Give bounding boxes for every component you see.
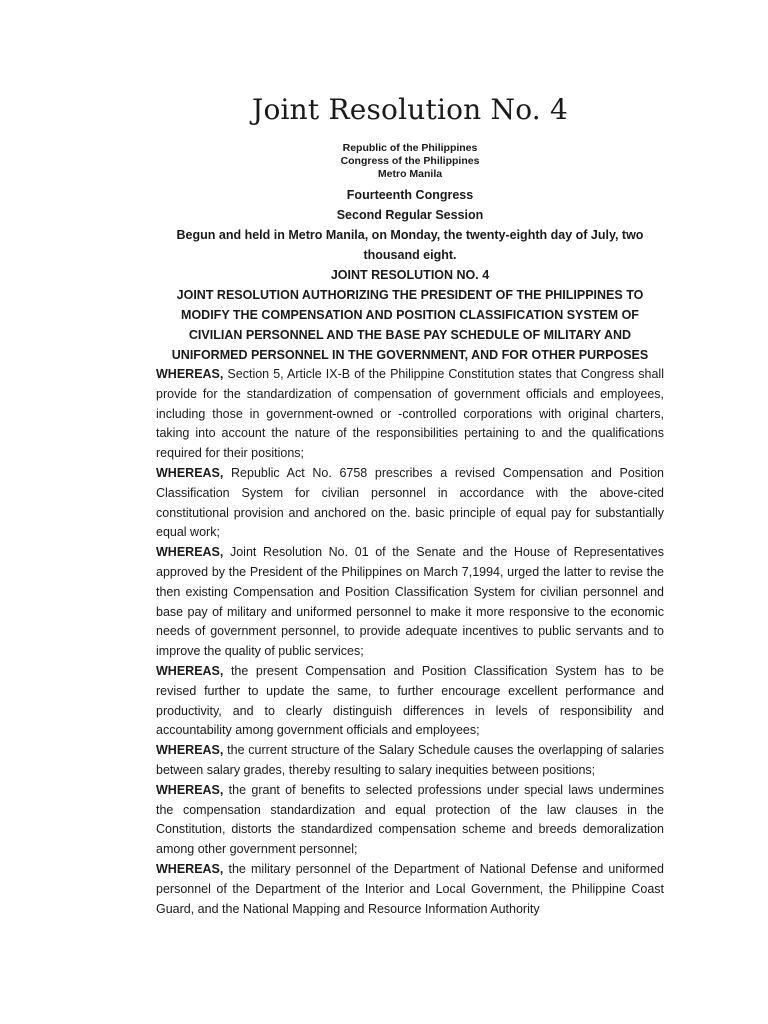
clause-text: the current structure of the Salary Schedule causes the overlapping of salaries between salary grades, thereby resulting to salary inequities between positions; [156,743,664,777]
header-congress: Congress of the Philippines [340,155,480,167]
clause-text: Section 5, Article IX-B of the Philippine Constitution states that Congress shall provide for the standardization of compensation of government officials and employees, including those in government-owned or -controlled corporations with original charters, taking into account the nature of the responsibilities pertaining to and the qualifications required for their positions; [156,367,664,461]
whereas-clause-5 [156,741,664,781]
congress-name: Fourteenth Congress [346,188,474,202]
whereas-label: WHEREAS, [156,663,224,678]
whereas-label: WHEREAS, [156,743,224,758]
clause-text: the grant of benefits to selected professions under special laws undermines the compensation standardization and equal protection of the law clauses in the Constitution, distorts the standardized compensation scheme and breeds demoralization among other government personnel; [156,782,664,857]
whereas-label: WHEREAS, [156,367,224,381]
document-page [156,92,664,919]
begun-statement: Begun and held in Metro Manila, on Monday, the twenty-eighth day of July, two thousand eight. [176,228,644,262]
whereas-clause-4 [156,662,664,741]
whereas-label: WHEREAS, [156,545,224,560]
clause-text: Republic Act No. 6758 prescribes a revised Compensation and Position Classification System for civilian personnel in accordance with the above-cited constitutional provision and anchored on the. basic principle of equal pay for substantially equal work; [156,465,664,540]
whereas-clause-1 [156,365,664,464]
document-header [156,142,664,181]
whereas-label: WHEREAS, [156,861,224,876]
whereas-label: WHEREAS, [156,782,224,797]
whereas-clause-6 [156,781,664,860]
whereas-clause-3 [156,543,664,662]
clause-text: the present Compensation and Position Classification System has to be revised further to update the same, to further encourage excellent performance and productivity, and to clearly distinguish differences in levels of responsibility and accountability among government officials and employees; [156,663,664,738]
whereas-clause-7 [156,860,664,919]
whereas-clause-2 [156,464,664,543]
session-name: Second Regular Session [336,208,484,222]
header-location: Metro Manila [377,168,443,180]
document-title: Joint Resolution No. 4 [252,93,568,126]
whereas-label: WHEREAS, [156,465,224,480]
header-republic: Republic of the Philippines [342,142,478,154]
resolution-title: JOINT RESOLUTION AUTHORIZING THE PRESIDENT OF THE PHILIPPINES TO MODIFY THE COMPENSATION AND POSITION CLASSIFICATION SYSTEM OF CIVILIAN PERSONNEL AND THE BASE PAY SCHEDULE OF MILITARY AND UNIFORMED PERSONNEL IN THE GOVERNMENT, AND FOR OTHER PURPOSES [171,288,649,362]
resolution-number: JOINT RESOLUTION NO. 4 [330,268,490,282]
clause-text: Joint Resolution No. 01 of the Senate and the House of Representatives approved by the President of the Philippines on March 7,1994, urged the latter to revise the then existing Compensation and Position Classification System for civilian personnel and base pay of military and uniformed personnel to make it more responsive to the economic needs of government personnel, to provide adequate incentives to public servants and to improve the quality of public services; [156,545,664,659]
clause-text: the military personnel of the Department of National Defense and uniformed personnel of the Department of the Interior and Local Government, the Philippine Coast Guard, and the National Mapping and Resource Information Authority [156,861,664,916]
